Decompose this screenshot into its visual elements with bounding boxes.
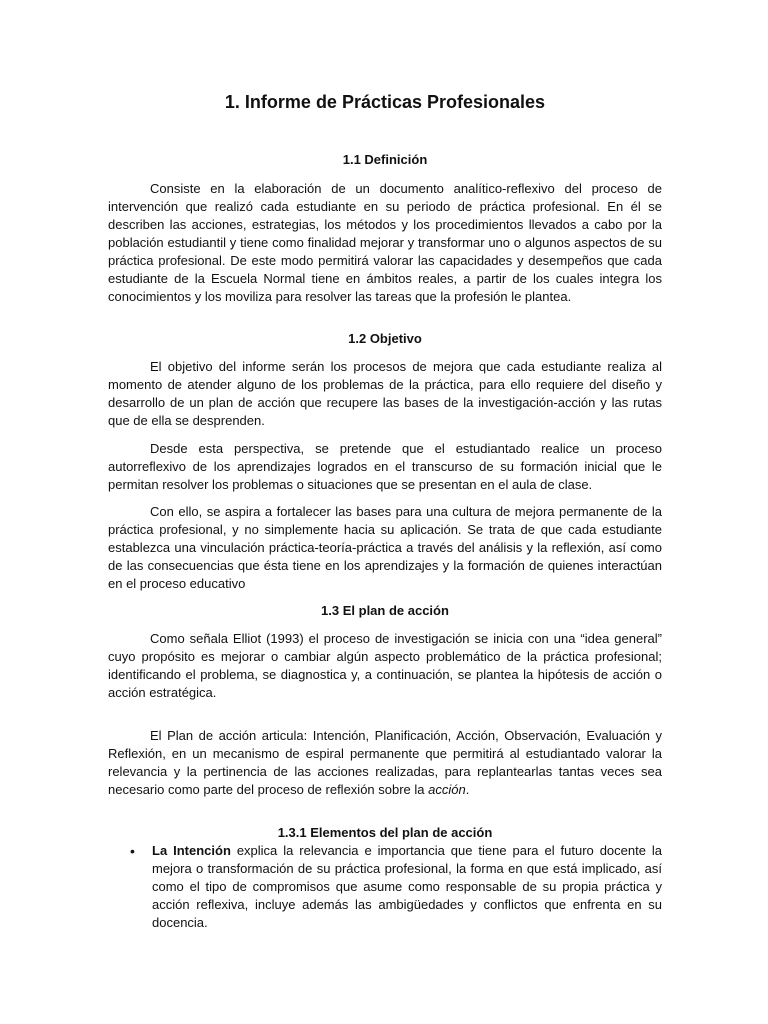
list-item-intencion [152,842,662,932]
paragraph-objetivo-2: Desde esta perspectiva, se pretende que el estudiantado realice un proceso autorreflexivo de los aprendizajes logrados en el transcurso de su formación inicial que le permitan resolver los problemas o situaciones que se presentan en el aula de clase. [108,441,662,492]
italic-accion: acción [428,782,466,797]
list-item-intencion-text: explica la relevancia e importancia que tiene para el futuro docente la mejora o transformación de su práctica profesional, la forma en que está implicado, así como el tipo de compromisos que asume como responsable de su propia práctica y acción reflexiva, incluye además las ambigüedades y conflictos que enfrenta en su docencia. [152,843,663,930]
paragraph-plan-de-accion-2-end: . [465,782,470,797]
document-title: 1. Informe de Prácticas Profesionales [224,92,546,112]
paragraph-plan-de-accion-1: Como señala Elliot (1993) el proceso de investigación se inicia con una “idea general” cuyo propósito es mejorar o cambiar algún aspecto problemático de la práctica profesional; identificando el problema, se diagnostica y, a continuación, se plantea la hipótesis de acción o acción estratégica. [108,631,662,700]
paragraph-definicion: Consiste en la elaboración de un documento analítico-reflexivo del proceso de intervención que realizó cada estudiante en su periodo de práctica profesional. En él se describen las acciones, estrategias, los métodos y los procedimientos llevados a cabo por la población estudiantil y tiene como finalidad mejorar y transformar uno o algunos aspectos de su práctica profesional. De este modo permitirá valorar las capacidades y desempeños que cada estudiante de la Escuela Normal tiene en ámbitos reales, a partir de los cuales integra los conocimientos y los moviliza para resolver las tareas que la profesión le plantea. [108,181,662,304]
list-item-intencion-label: La Intención [152,843,231,858]
paragraph-objetivo-1: El objetivo del informe serán los procesos de mejora que cada estudiante realiza al momento de atender alguno de los problemas de la práctica, para ello requiere del diseño y desarrollo de un plan de acción que recupere las bases de la investigación-acción y las rutas que de ella se desprenden. [108,359,662,428]
paragraph-objetivo-3: Con ello, se aspira a fortalecer las bases para una cultura de mejora permanente de la práctica profesional, y no simplemente hacia su aplicación. Se trata de que cada estudiante establezca una vinculación práctica-teoría-práctica a través del análisis y la reflexión, así como de las consecuencias que ésta tiene en los aprendizajes y la formación de quienes interactúan en el proceso educativo [108,504,662,591]
section-heading-elementos: 1.3.1 Elementos del plan de acción [277,825,493,840]
section-heading-definicion: 1.1 Definición [342,152,428,167]
bullet-marker: • [130,843,135,859]
paragraph-plan-de-accion-2-text: El Plan de acción articula: Intención, Planificación, Acción, Observación, Evaluación y Reflexión, en un mecanismo de espiral permanente que permitirá al estudiantado valorar la relevancia y la pertinencia de las acciones realizadas, para replantearlas tantas veces sea necesario como parte del proceso de reflexión sobre la [108,728,662,797]
section-heading-objetivo: 1.2 Objetivo [348,331,422,346]
section-heading-plan-de-accion: 1.3 El plan de acción [321,603,449,618]
paragraph-plan-de-accion-2 [108,727,662,799]
